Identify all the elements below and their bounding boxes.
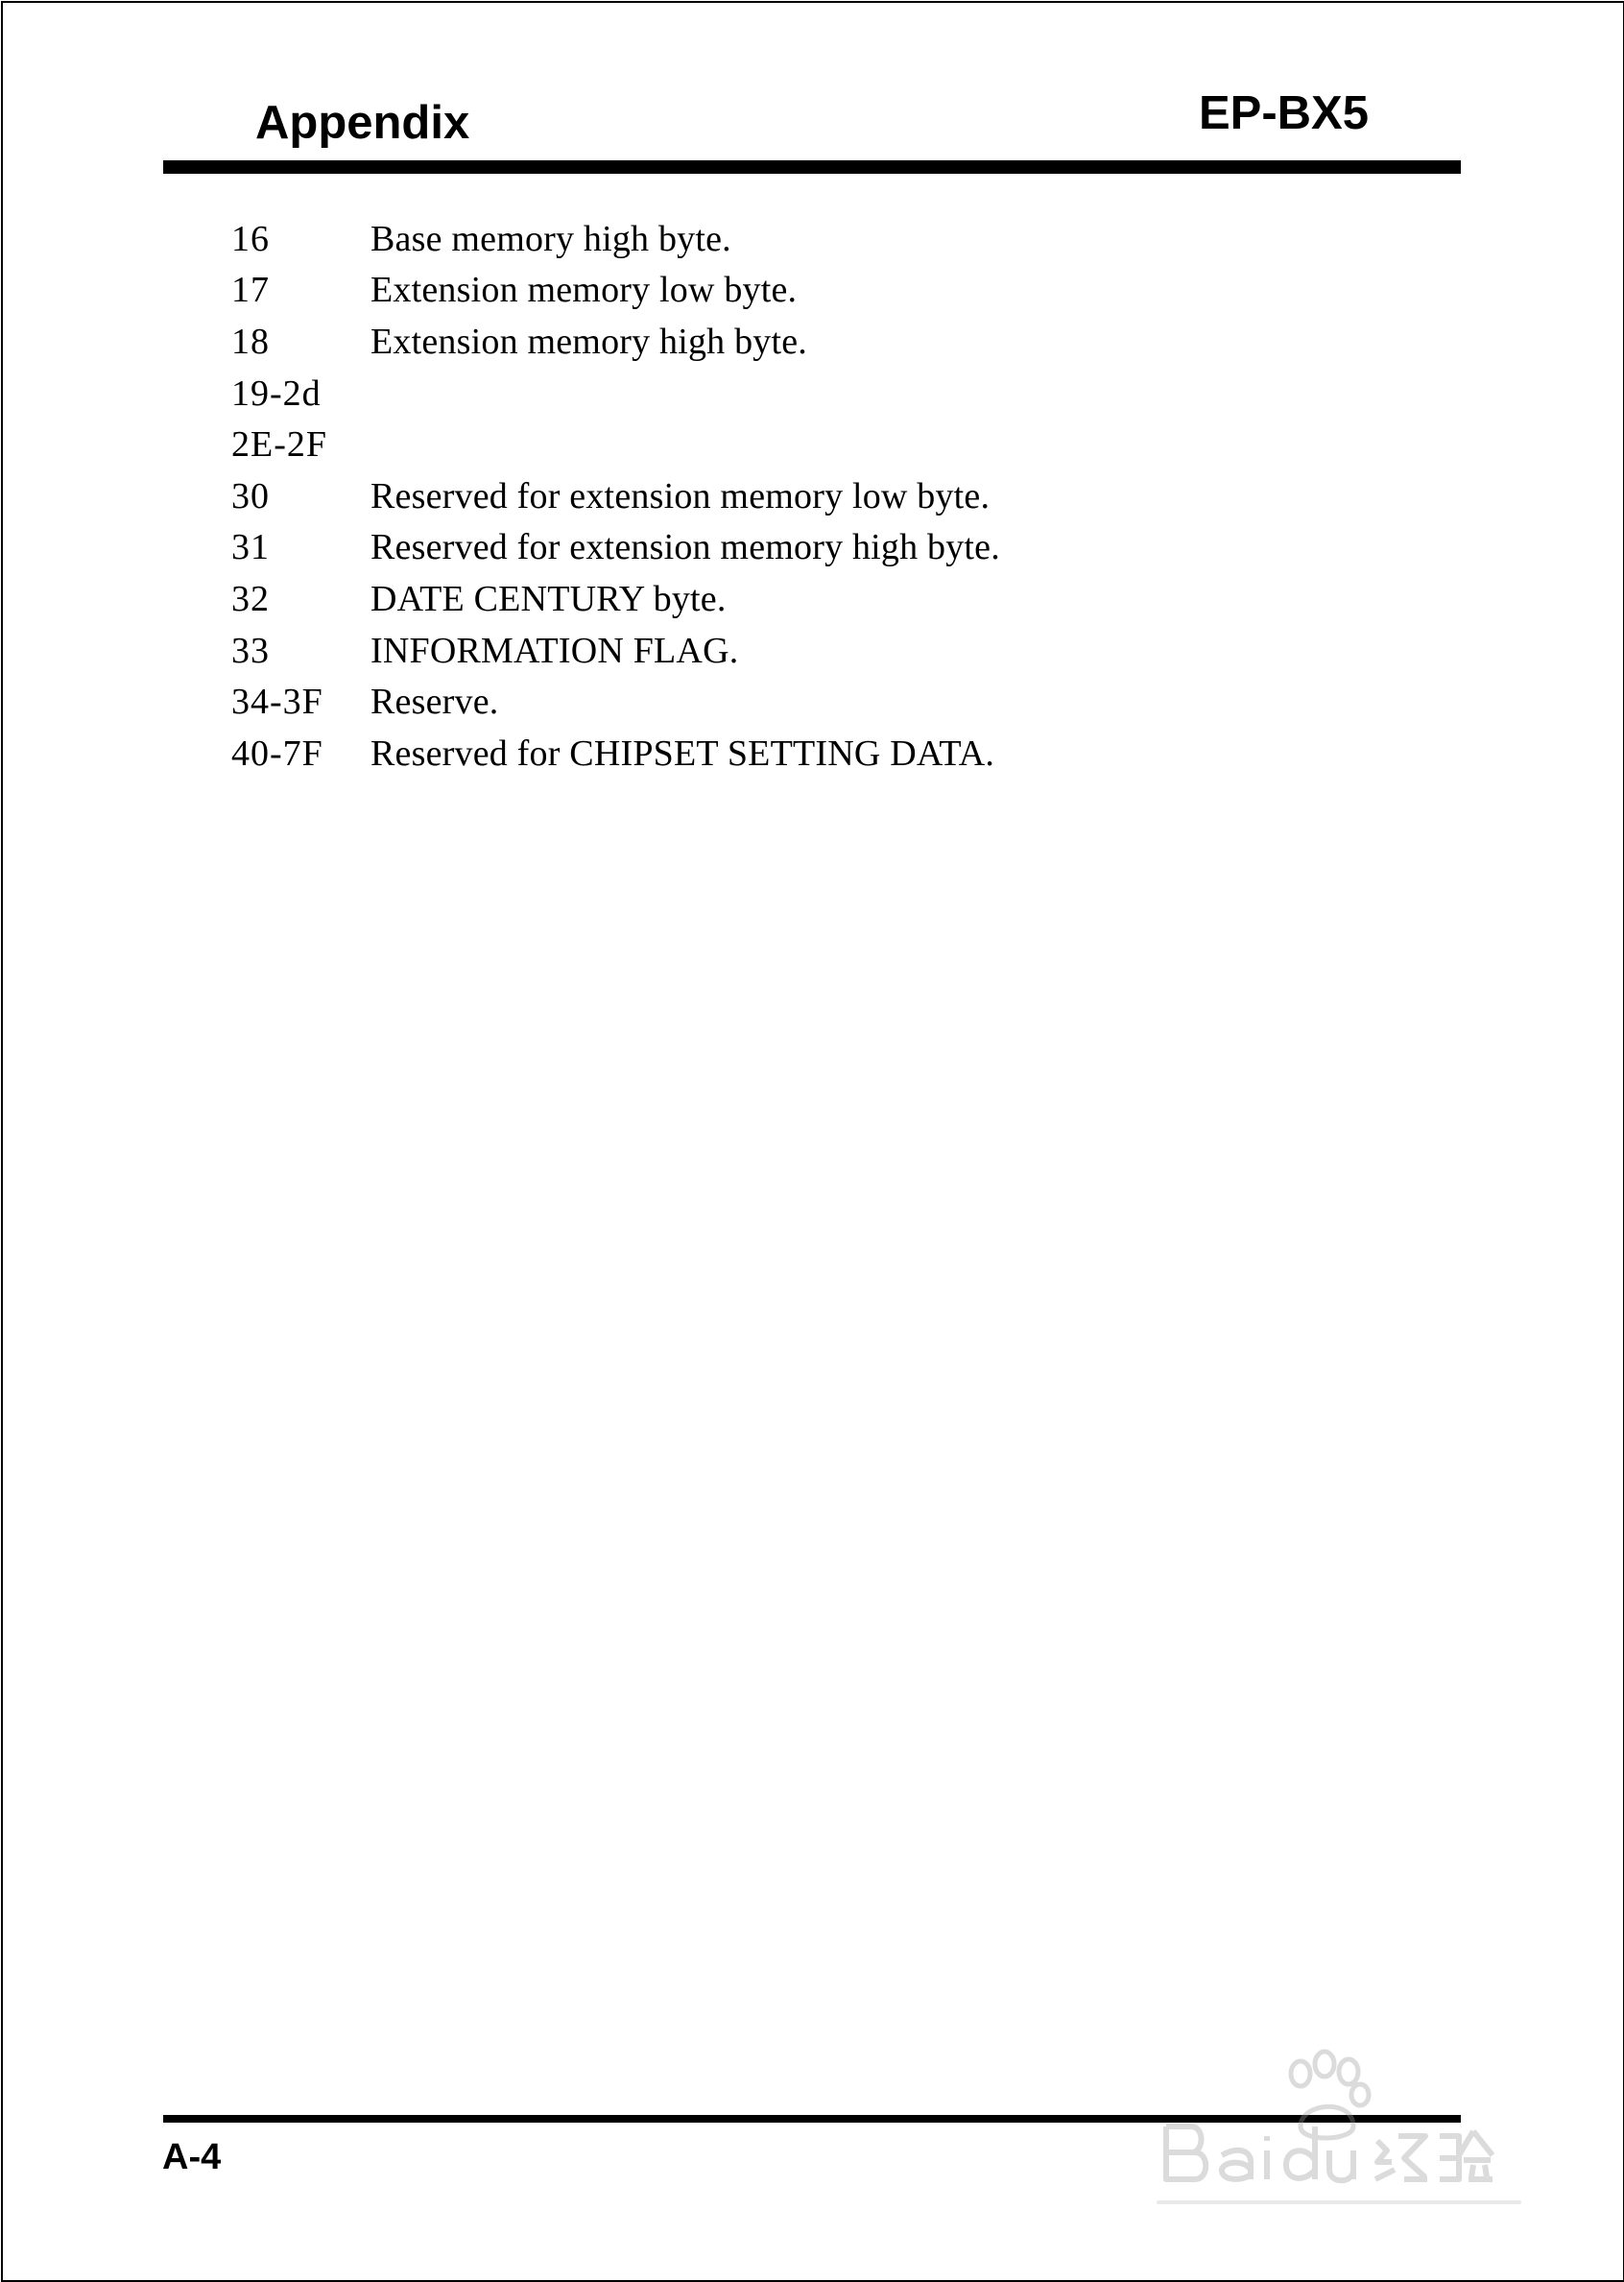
register-address: 2E-2F [231, 424, 327, 466]
register-row [231, 213, 1000, 265]
register-description: DATE CENTURY byte. [370, 578, 727, 619]
register-address: 32 [231, 578, 270, 619]
register-address: 18 [231, 321, 270, 362]
register-address: 33 [231, 630, 270, 671]
baidu-watermark-logo [1147, 2035, 1531, 2227]
header-model-name: EP-BX5 [1198, 87, 1369, 139]
register-description: Reserved for extension memory low byte. [370, 475, 991, 516]
register-row [231, 573, 1000, 625]
header-rule [163, 160, 1461, 174]
register-row [231, 625, 1000, 677]
register-address: 34-3F [231, 682, 323, 723]
register-list [231, 213, 1000, 780]
register-address: 17 [231, 270, 270, 311]
register-description: Extension memory high byte. [370, 321, 807, 362]
register-address: 30 [231, 475, 270, 516]
register-description: Reserve. [370, 682, 499, 723]
register-address: 31 [231, 527, 270, 568]
register-description: Base memory high byte. [370, 218, 731, 259]
register-row [231, 368, 1000, 420]
register-description: Reserved for extension memory high byte. [370, 527, 1000, 568]
register-row [231, 522, 1000, 574]
footer-page-number: A-4 [162, 2137, 222, 2177]
register-address: 40-7F [231, 733, 323, 774]
register-row [231, 419, 1000, 470]
register-row [231, 265, 1000, 317]
register-address: 16 [231, 218, 270, 259]
register-address: 19-2d [231, 372, 322, 414]
register-row [231, 470, 1000, 522]
header-section-title: Appendix [255, 97, 470, 149]
register-row [231, 316, 1000, 368]
register-row [231, 728, 1000, 780]
register-description: INFORMATION FLAG. [370, 630, 739, 671]
register-row [231, 676, 1000, 728]
register-description: Reserved for CHIPSET SETTING DATA. [370, 733, 995, 774]
register-description: Extension memory low byte. [370, 270, 798, 311]
